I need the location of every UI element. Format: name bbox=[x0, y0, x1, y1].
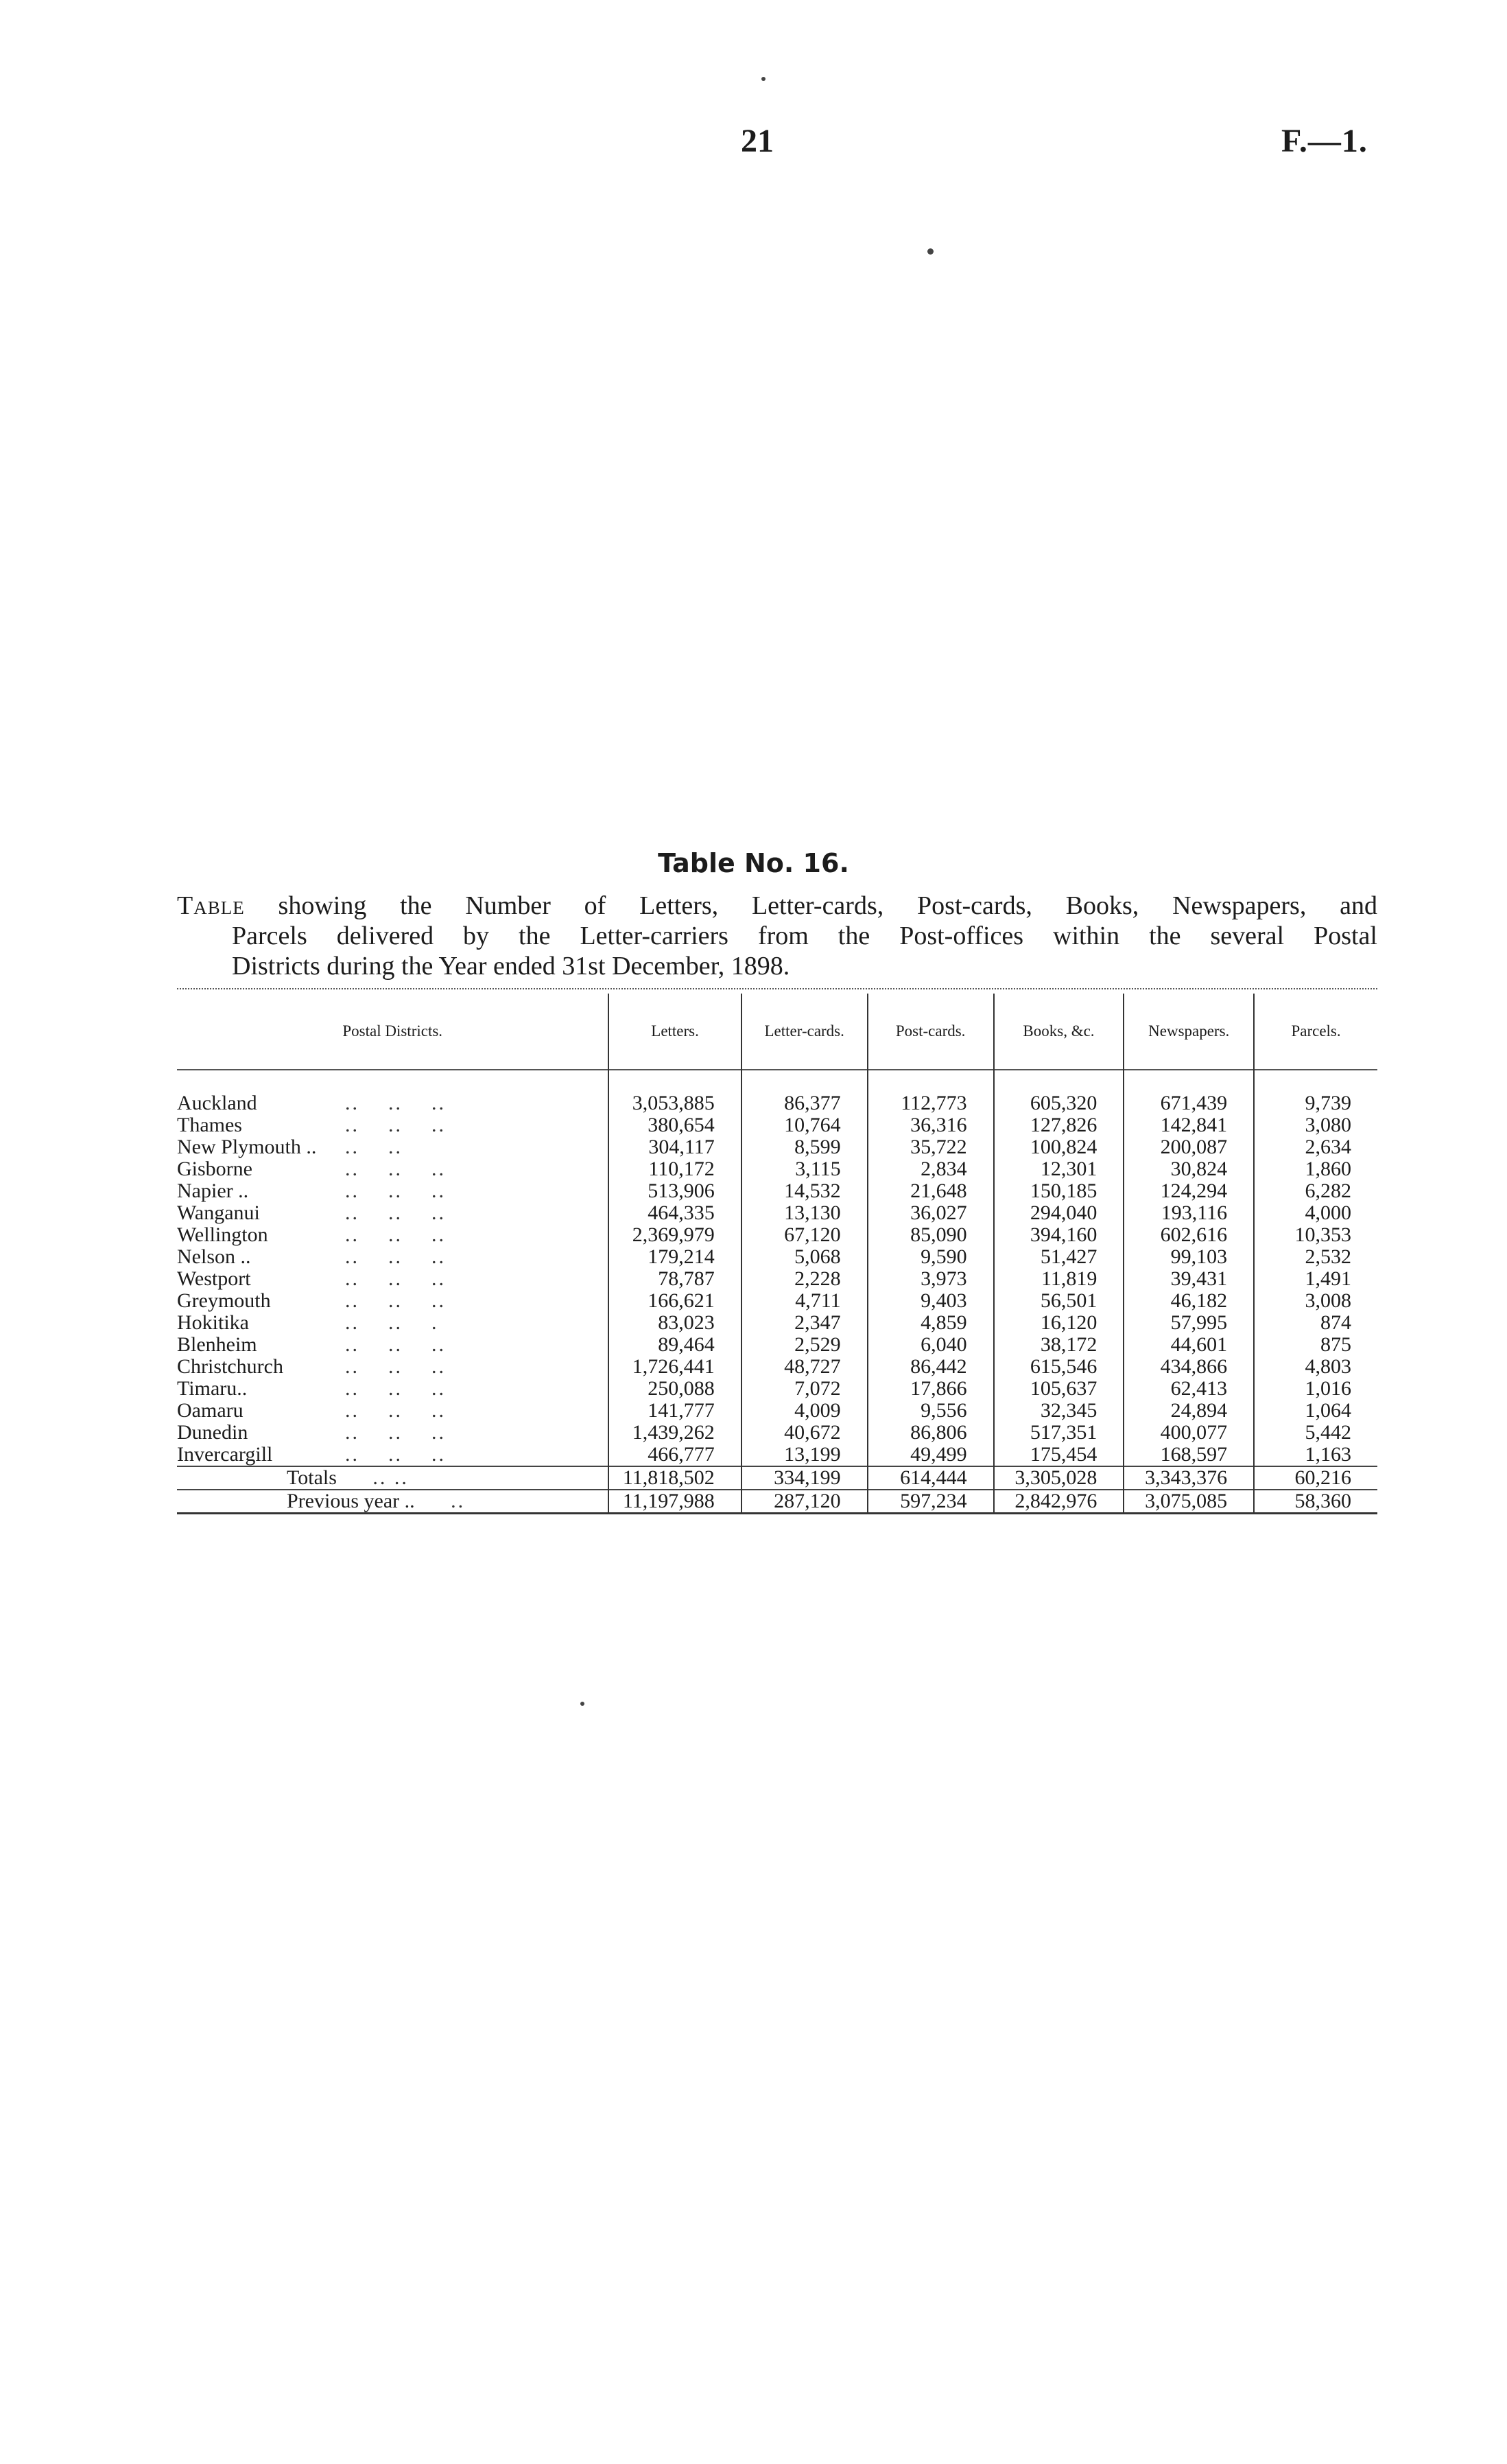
district-name: Timaru.. bbox=[177, 1377, 248, 1400]
caption-line-3: Districts during the Year ended 31st December, 1898. bbox=[232, 952, 790, 981]
books-cell: 12,301 bbox=[994, 1158, 1124, 1180]
district-name-wrap bbox=[177, 1114, 608, 1136]
previous-books: 2,842,976 bbox=[994, 1490, 1124, 1514]
column-header-letters: Letters. bbox=[608, 994, 741, 1070]
totals-newspapers: 3,343,376 bbox=[1124, 1466, 1254, 1490]
totals-post-cards: 614,444 bbox=[868, 1466, 994, 1490]
books-cell: 615,546 bbox=[994, 1356, 1124, 1378]
newspapers-cell: 193,116 bbox=[1124, 1202, 1254, 1224]
parcels-cell: 5,442 bbox=[1254, 1422, 1377, 1444]
previous-label-cell bbox=[177, 1490, 608, 1514]
district-name: Invercargill bbox=[177, 1443, 273, 1466]
district-cell bbox=[177, 1246, 608, 1268]
district-name-wrap bbox=[177, 1422, 608, 1444]
district-cell bbox=[177, 1334, 608, 1356]
district-name: New Plymouth .. bbox=[177, 1136, 317, 1158]
post-cards-cell: 36,316 bbox=[868, 1114, 994, 1136]
post-cards-cell: 2,834 bbox=[868, 1158, 994, 1180]
table-row bbox=[177, 1444, 1377, 1466]
newspapers-cell: 400,077 bbox=[1124, 1422, 1254, 1444]
district-name: Christchurch bbox=[177, 1355, 283, 1378]
newspapers-cell: 46,182 bbox=[1124, 1290, 1254, 1312]
leader-dots: .. .. .. bbox=[345, 1377, 446, 1400]
books-cell: 294,040 bbox=[994, 1202, 1124, 1224]
parcels-cell: 1,491 bbox=[1254, 1268, 1377, 1290]
totals-parcels: 60,216 bbox=[1254, 1466, 1377, 1490]
letters-cell: 250,088 bbox=[608, 1378, 741, 1400]
parcels-cell: 1,064 bbox=[1254, 1400, 1377, 1422]
leader-dots: .. .. .. bbox=[345, 1333, 446, 1356]
district-cell bbox=[177, 1356, 608, 1378]
district-name: Westport bbox=[177, 1267, 251, 1290]
letter-cards-cell: 2,347 bbox=[741, 1312, 868, 1334]
leader-dots: .. .. .. bbox=[345, 1399, 446, 1422]
newspapers-cell: 124,294 bbox=[1124, 1180, 1254, 1202]
leader-dots: .. .. .. bbox=[345, 1223, 446, 1246]
letter-cards-cell: 86,377 bbox=[741, 1092, 868, 1114]
leader-dots: .. .. .. bbox=[345, 1355, 446, 1378]
letter-cards-cell: 67,120 bbox=[741, 1224, 868, 1246]
table-row bbox=[177, 1400, 1377, 1422]
table-row bbox=[177, 1334, 1377, 1356]
document-reference: F.—1. bbox=[1281, 123, 1368, 159]
leader-dots: .. .. .. bbox=[345, 1114, 446, 1136]
parcels-cell: 4,803 bbox=[1254, 1356, 1377, 1378]
caption-line-2: Parcels delivered by the Letter-carriers from the Post-offices within the several Postal bbox=[232, 922, 1377, 950]
parcels-cell: 3,008 bbox=[1254, 1290, 1377, 1312]
newspapers-cell: 142,841 bbox=[1124, 1114, 1254, 1136]
district-cell bbox=[177, 1312, 608, 1334]
caption-line-1-text: showing the Number of Letters, Letter-cards, Post-cards, Books, Newspapers, and bbox=[278, 891, 1377, 920]
newspapers-cell: 602,616 bbox=[1124, 1224, 1254, 1246]
letter-cards-cell: 3,115 bbox=[741, 1158, 868, 1180]
column-header-newspapers: Newspapers. bbox=[1124, 994, 1254, 1070]
district-name: Auckland bbox=[177, 1092, 257, 1114]
table-row bbox=[177, 1356, 1377, 1378]
leader-dots: .. .. . bbox=[345, 1311, 439, 1334]
previous-newspapers: 3,075,085 bbox=[1124, 1490, 1254, 1514]
newspapers-cell: 44,601 bbox=[1124, 1334, 1254, 1356]
letters-cell: 1,726,441 bbox=[608, 1356, 741, 1378]
leader-dots: .. .. bbox=[345, 1136, 403, 1158]
district-name-wrap bbox=[177, 1202, 608, 1224]
post-cards-cell: 9,590 bbox=[868, 1246, 994, 1268]
district-name-wrap bbox=[177, 1158, 608, 1180]
parcels-cell: 6,282 bbox=[1254, 1180, 1377, 1202]
district-name-wrap bbox=[177, 1312, 608, 1334]
table-row bbox=[177, 1158, 1377, 1180]
table-caption bbox=[177, 891, 1377, 981]
letter-cards-cell: 7,072 bbox=[741, 1378, 868, 1400]
district-cell bbox=[177, 1202, 608, 1224]
district-name: Thames bbox=[177, 1114, 242, 1136]
top-rule bbox=[177, 988, 1377, 989]
table-row bbox=[177, 1422, 1377, 1444]
postal-delivery-table bbox=[177, 994, 1377, 1514]
totals-letter-cards: 334,199 bbox=[741, 1466, 868, 1490]
newspapers-cell: 671,439 bbox=[1124, 1092, 1254, 1114]
letter-cards-cell: 13,130 bbox=[741, 1202, 868, 1224]
books-cell: 517,351 bbox=[994, 1422, 1124, 1444]
column-header-parcels: Parcels. bbox=[1254, 994, 1377, 1070]
table-row bbox=[177, 1290, 1377, 1312]
parcels-cell: 2,634 bbox=[1254, 1136, 1377, 1158]
leader-dots: .. .. .. bbox=[345, 1289, 446, 1312]
parcels-cell: 3,080 bbox=[1254, 1114, 1377, 1136]
district-name-wrap bbox=[177, 1400, 608, 1422]
totals-label-cell bbox=[177, 1466, 608, 1490]
table-row bbox=[177, 1378, 1377, 1400]
newspapers-cell: 99,103 bbox=[1124, 1246, 1254, 1268]
totals-row bbox=[177, 1466, 1377, 1490]
district-name-wrap bbox=[177, 1444, 608, 1466]
district-name-wrap bbox=[177, 1378, 608, 1400]
letters-cell: 166,621 bbox=[608, 1290, 741, 1312]
parcels-cell: 2,532 bbox=[1254, 1246, 1377, 1268]
column-header-post-cards: Post-cards. bbox=[868, 994, 994, 1070]
letters-cell: 78,787 bbox=[608, 1268, 741, 1290]
letters-cell: 466,777 bbox=[608, 1444, 741, 1466]
totals-dots: .. .. bbox=[372, 1466, 409, 1489]
books-cell: 16,120 bbox=[994, 1312, 1124, 1334]
table-row bbox=[177, 1268, 1377, 1290]
column-header-district: Postal Districts. bbox=[342, 1022, 443, 1040]
post-cards-cell: 9,403 bbox=[868, 1290, 994, 1312]
books-cell: 150,185 bbox=[994, 1180, 1124, 1202]
scan-speck bbox=[927, 248, 934, 255]
letters-cell: 2,369,979 bbox=[608, 1224, 741, 1246]
books-cell: 56,501 bbox=[994, 1290, 1124, 1312]
letter-cards-cell: 2,228 bbox=[741, 1268, 868, 1290]
letters-cell: 110,172 bbox=[608, 1158, 741, 1180]
totals-letters: 11,818,502 bbox=[608, 1466, 741, 1490]
table-row bbox=[177, 1202, 1377, 1224]
leader-dots: .. .. .. bbox=[345, 1421, 446, 1444]
previous-label: Previous year .. bbox=[287, 1490, 415, 1512]
parcels-cell: 9,739 bbox=[1254, 1092, 1377, 1114]
district-cell bbox=[177, 1136, 608, 1158]
letter-cards-cell: 14,532 bbox=[741, 1180, 868, 1202]
post-cards-cell: 21,648 bbox=[868, 1180, 994, 1202]
table-row bbox=[177, 1092, 1377, 1114]
books-cell: 127,826 bbox=[994, 1114, 1124, 1136]
books-cell: 105,637 bbox=[994, 1378, 1124, 1400]
district-cell bbox=[177, 1158, 608, 1180]
district-cell bbox=[177, 1114, 608, 1136]
letters-cell: 89,464 bbox=[608, 1334, 741, 1356]
letter-cards-cell: 13,199 bbox=[741, 1444, 868, 1466]
newspapers-cell: 39,431 bbox=[1124, 1268, 1254, 1290]
parcels-cell: 4,000 bbox=[1254, 1202, 1377, 1224]
district-cell bbox=[177, 1400, 608, 1422]
district-name-wrap bbox=[177, 1290, 608, 1312]
post-cards-cell: 49,499 bbox=[868, 1444, 994, 1466]
books-cell: 32,345 bbox=[994, 1400, 1124, 1422]
letter-cards-cell: 5,068 bbox=[741, 1246, 868, 1268]
table-row bbox=[177, 1114, 1377, 1136]
letters-cell: 464,335 bbox=[608, 1202, 741, 1224]
letter-cards-cell: 4,711 bbox=[741, 1290, 868, 1312]
post-cards-cell: 112,773 bbox=[868, 1092, 994, 1114]
district-cell bbox=[177, 1268, 608, 1290]
district-name: Blenheim bbox=[177, 1333, 257, 1356]
spacer-row bbox=[177, 1070, 1377, 1092]
letters-cell: 179,214 bbox=[608, 1246, 741, 1268]
post-cards-cell: 86,442 bbox=[868, 1356, 994, 1378]
books-cell: 394,160 bbox=[994, 1224, 1124, 1246]
table-row bbox=[177, 1136, 1377, 1158]
post-cards-cell: 85,090 bbox=[868, 1224, 994, 1246]
district-name: Oamaru bbox=[177, 1399, 244, 1422]
parcels-cell: 874 bbox=[1254, 1312, 1377, 1334]
header-row bbox=[177, 994, 1377, 1070]
scan-speck bbox=[761, 77, 766, 81]
district-name-wrap bbox=[177, 1246, 608, 1268]
letter-cards-cell: 40,672 bbox=[741, 1422, 868, 1444]
books-cell: 38,172 bbox=[994, 1334, 1124, 1356]
table-body bbox=[177, 1070, 1377, 1466]
previous-letter-cards: 287,120 bbox=[741, 1490, 868, 1514]
leader-dots: .. .. .. bbox=[345, 1201, 446, 1224]
letter-cards-cell: 48,727 bbox=[741, 1356, 868, 1378]
table-title: Table No. 16. bbox=[658, 848, 849, 878]
district-name: Dunedin bbox=[177, 1421, 248, 1444]
district-name-wrap bbox=[177, 1136, 608, 1158]
district-name-wrap bbox=[177, 1180, 608, 1202]
books-cell: 11,819 bbox=[994, 1268, 1124, 1290]
totals-books: 3,305,028 bbox=[994, 1466, 1124, 1490]
column-header-books: Books, &c. bbox=[994, 994, 1124, 1070]
post-cards-cell: 17,866 bbox=[868, 1378, 994, 1400]
leader-dots: .. .. .. bbox=[345, 1180, 446, 1202]
letters-cell: 1,439,262 bbox=[608, 1422, 741, 1444]
letter-cards-cell: 2,529 bbox=[741, 1334, 868, 1356]
district-name-wrap bbox=[177, 1356, 608, 1378]
district-cell bbox=[177, 1092, 608, 1114]
table-row bbox=[177, 1180, 1377, 1202]
table-row bbox=[177, 1224, 1377, 1246]
post-cards-cell: 36,027 bbox=[868, 1202, 994, 1224]
newspapers-cell: 57,995 bbox=[1124, 1312, 1254, 1334]
leader-dots: .. .. .. bbox=[345, 1443, 446, 1466]
letter-cards-cell: 10,764 bbox=[741, 1114, 868, 1136]
newspapers-cell: 200,087 bbox=[1124, 1136, 1254, 1158]
newspapers-cell: 24,894 bbox=[1124, 1400, 1254, 1422]
books-cell: 175,454 bbox=[994, 1444, 1124, 1466]
district-cell bbox=[177, 1444, 608, 1466]
newspapers-cell: 62,413 bbox=[1124, 1378, 1254, 1400]
caption-lead: Table bbox=[177, 891, 245, 920]
newspapers-cell: 168,597 bbox=[1124, 1444, 1254, 1466]
page-number: 21 bbox=[741, 123, 774, 159]
leader-dots: .. .. .. bbox=[345, 1267, 446, 1290]
caption-line-1 bbox=[177, 891, 1377, 921]
district-cell bbox=[177, 1180, 608, 1202]
letters-cell: 141,777 bbox=[608, 1400, 741, 1422]
letters-cell: 380,654 bbox=[608, 1114, 741, 1136]
letter-cards-cell: 8,599 bbox=[741, 1136, 868, 1158]
newspapers-cell: 30,824 bbox=[1124, 1158, 1254, 1180]
district-cell bbox=[177, 1290, 608, 1312]
leader-dots: .. .. .. bbox=[345, 1092, 446, 1114]
district-name: Wanganui bbox=[177, 1201, 260, 1224]
district-cell bbox=[177, 1378, 608, 1400]
district-cell bbox=[177, 1224, 608, 1246]
letter-cards-cell: 4,009 bbox=[741, 1400, 868, 1422]
district-name-wrap bbox=[177, 1092, 608, 1114]
parcels-cell: 875 bbox=[1254, 1334, 1377, 1356]
scan-speck bbox=[580, 1702, 584, 1706]
table-row bbox=[177, 1246, 1377, 1268]
table-row bbox=[177, 1312, 1377, 1334]
district-name: Wellington bbox=[177, 1223, 268, 1246]
district-name-wrap bbox=[177, 1268, 608, 1290]
district-name: Gisborne bbox=[177, 1158, 252, 1180]
post-cards-cell: 6,040 bbox=[868, 1334, 994, 1356]
previous-year-row bbox=[177, 1490, 1377, 1514]
post-cards-cell: 35,722 bbox=[868, 1136, 994, 1158]
books-cell: 51,427 bbox=[994, 1246, 1124, 1268]
district-name: Greymouth bbox=[177, 1289, 271, 1312]
district-name-wrap bbox=[177, 1224, 608, 1246]
summary-body bbox=[177, 1466, 1377, 1514]
previous-parcels: 58,360 bbox=[1254, 1490, 1377, 1514]
parcels-cell: 1,163 bbox=[1254, 1444, 1377, 1466]
district-cell bbox=[177, 1422, 608, 1444]
parcels-cell: 1,860 bbox=[1254, 1158, 1377, 1180]
district-name-wrap bbox=[177, 1334, 608, 1356]
post-cards-cell: 4,859 bbox=[868, 1312, 994, 1334]
totals-label: Totals bbox=[287, 1466, 337, 1489]
district-name: Nelson .. bbox=[177, 1245, 251, 1268]
previous-letters: 11,197,988 bbox=[608, 1490, 741, 1514]
letters-cell: 513,906 bbox=[608, 1180, 741, 1202]
district-name: Hokitika bbox=[177, 1311, 249, 1334]
post-cards-cell: 3,973 bbox=[868, 1268, 994, 1290]
letters-cell: 3,053,885 bbox=[608, 1092, 741, 1114]
newspapers-cell: 434,866 bbox=[1124, 1356, 1254, 1378]
letters-cell: 83,023 bbox=[608, 1312, 741, 1334]
leader-dots: .. .. .. bbox=[345, 1245, 446, 1268]
previous-post-cards: 597,234 bbox=[868, 1490, 994, 1514]
letters-cell: 304,117 bbox=[608, 1136, 741, 1158]
column-header-letter-cards: Letter-cards. bbox=[741, 994, 868, 1070]
leader-dots: .. .. .. bbox=[345, 1158, 446, 1180]
district-name: Napier .. bbox=[177, 1180, 249, 1202]
previous-dots: .. bbox=[451, 1490, 466, 1512]
parcels-cell: 10,353 bbox=[1254, 1224, 1377, 1246]
parcels-cell: 1,016 bbox=[1254, 1378, 1377, 1400]
post-cards-cell: 9,556 bbox=[868, 1400, 994, 1422]
post-cards-cell: 86,806 bbox=[868, 1422, 994, 1444]
books-cell: 605,320 bbox=[994, 1092, 1124, 1114]
books-cell: 100,824 bbox=[994, 1136, 1124, 1158]
